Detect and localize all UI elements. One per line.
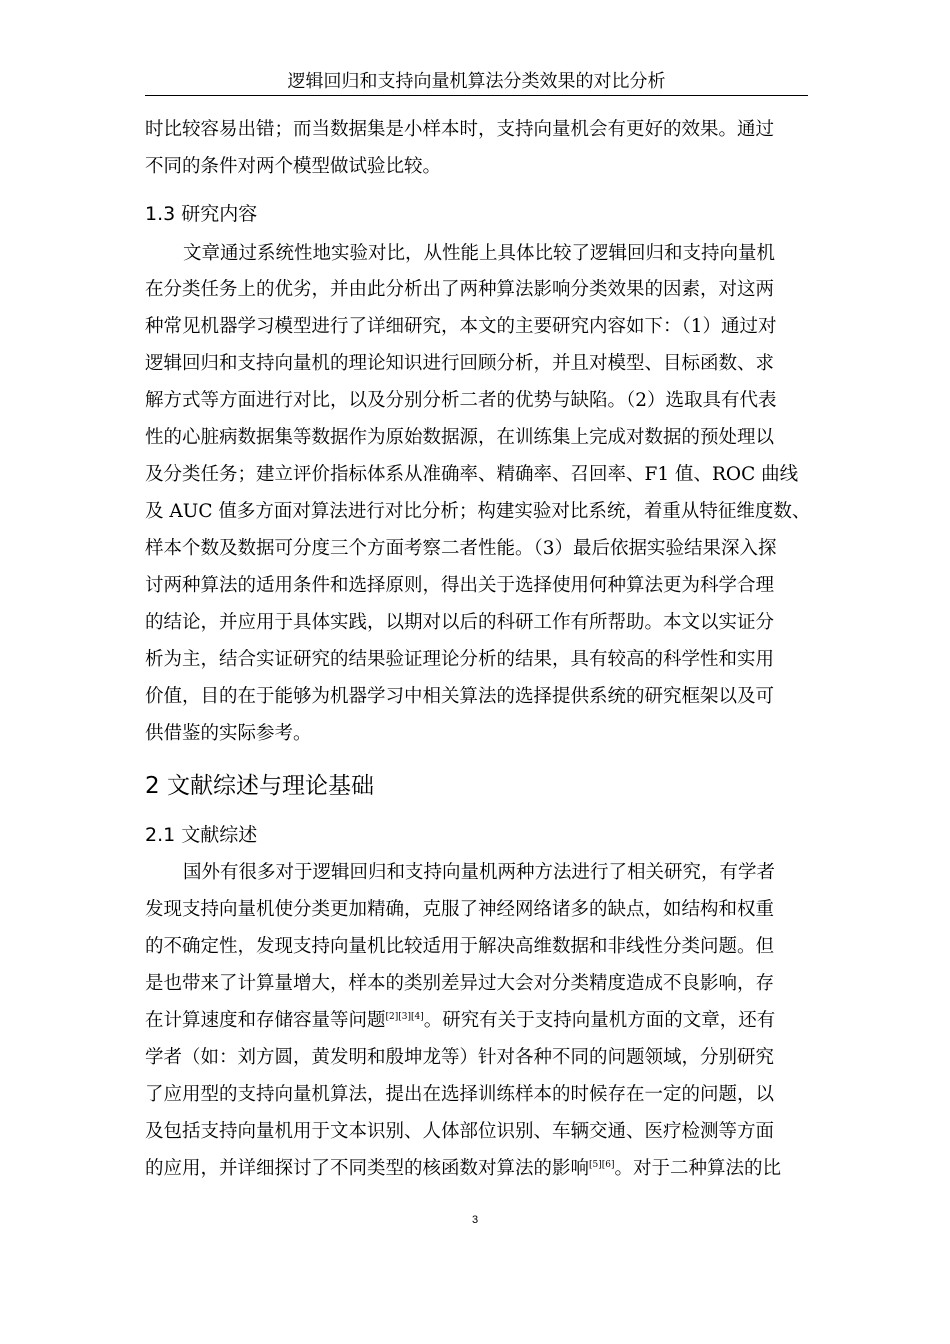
paragraph-line: 发现支持向量机使分类更加精确，克服了神经网络诸多的缺点，如结构和权重 — [145, 899, 775, 920]
citation-ref: [2][3][4] — [385, 1012, 424, 1022]
paragraph-line: 是也带来了计算量增大，样本的类别差异过大会对分类精度造成不良影响，存 — [145, 973, 775, 994]
text-run: 。对于二种算法的比 — [614, 1158, 782, 1179]
paragraph-line — [145, 1157, 781, 1181]
paragraph-line: 价值，目的在于能够为机器学习中相关算法的选择提供系统的研究框架以及可 — [145, 686, 775, 707]
paragraph-line: 在分类任务上的优劣，并由此分析出了两种算法影响分类效果的因素，对这两 — [145, 279, 775, 300]
section-heading-1-3: 1.3 研究内容 — [145, 203, 258, 225]
paragraph-line: 析为主，结合实证研究的结果验证理论分析的结果，具有较高的科学性和实用 — [145, 649, 775, 670]
page-number: 3 — [471, 1214, 479, 1226]
paragraph-line: 不同的条件对两个模型做试验比较。 — [145, 156, 442, 177]
header-rule — [145, 95, 808, 96]
paragraph-line: 了应用型的支持向量机算法，提出在选择训练样本的时候存在一定的问题，以 — [145, 1084, 775, 1105]
paragraph-line: 文章通过系统性地实验对比，从性能上具体比较了逻辑回归和支持向量机 — [183, 243, 776, 264]
paragraph-line — [145, 1009, 775, 1033]
page-header-title: 逻辑回归和支持向量机算法分类效果的对比分析 — [287, 71, 666, 92]
paragraph-line: 种常见机器学习模型进行了详细研究，本文的主要研究内容如下：（1）通过对 — [145, 316, 777, 337]
paragraph-line: 讨两种算法的适用条件和选择原则，得出关于选择使用何种算法更为科学合理 — [145, 575, 775, 596]
paragraph-line: 及包括支持向量机用于文本识别、人体部位识别、车辆交通、医疗检测等方面 — [145, 1121, 775, 1142]
citation-ref: [5][6] — [589, 1160, 615, 1170]
paragraph-line: 解方式等方面进行对比，以及分别分析二者的优势与缺陷。（2）选取具有代表 — [145, 390, 777, 411]
paragraph-line: 国外有很多对于逻辑回归和支持向量机两种方法进行了相关研究，有学者 — [183, 862, 776, 883]
paragraph-line: 供借鉴的实际参考。 — [145, 723, 312, 744]
paragraph-line: 时比较容易出错；而当数据集是小样本时，支持向量机会有更好的效果。通过 — [145, 119, 775, 140]
chapter-heading-2: 2 文献综述与理论基础 — [145, 773, 374, 799]
paragraph-line: 样本个数及数据可分度三个方面考察二者性能。（3）最后依据实验结果深入探 — [145, 538, 777, 559]
paragraph-line: 及分类任务；建立评价指标体系从准确率、精确率、召回率、F1 值、ROC 曲线 — [145, 464, 799, 485]
text-run: 在计算速度和存储容量等问题 — [145, 1010, 386, 1031]
paragraph-line: 学者（如：刘方圆，黄发明和殷坤龙等）针对各种不同的问题领域，分别研究 — [145, 1047, 775, 1068]
paragraph-line: 逻辑回归和支持向量机的理论知识进行回顾分析，并且对模型、目标函数、求 — [145, 353, 775, 374]
paragraph-line: 的结论，并应用于具体实践，以期对以后的科研工作有所帮助。本文以实证分 — [145, 612, 775, 633]
text-run: 的应用，并详细探讨了不同类型的核函数对算法的影响 — [145, 1158, 590, 1179]
paragraph-line: 及 AUC 值多方面对算法进行对比分析；构建实验对比系统，着重从特征维度数、 — [145, 501, 811, 522]
paragraph-line: 性的心脏病数据集等数据作为原始数据源，在训练集上完成对数据的预处理以 — [145, 427, 775, 448]
paragraph-line: 的不确定性，发现支持向量机比较适用于解决高维数据和非线性分类问题。但 — [145, 936, 775, 957]
text-run: 。研究有关于支持向量机方面的文章，还有 — [423, 1010, 776, 1031]
section-heading-2-1: 2.1 文献综述 — [145, 824, 258, 846]
